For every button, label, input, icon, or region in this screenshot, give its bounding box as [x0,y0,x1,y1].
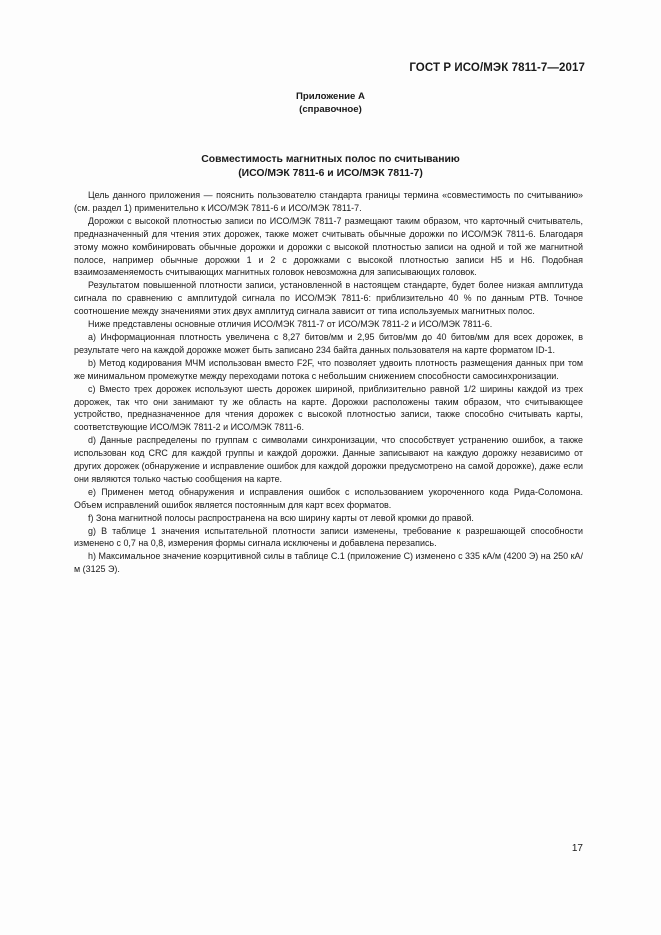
standard-code-header: ГОСТ Р ИСО/МЭК 7811-7—2017 [409,62,585,74]
list-item-h: h) Максимальное значение коэрцитивной силы в таблице С.1 (приложение С) изменено с 335 кА/м (4200 Э) на 250 кА/м (3125 Э). [74,551,583,575]
paragraph-signal-amplitude: Результатом повышенной плотности записи, установленной в настоящем стандарте, будет более низкая амплитуда сигнала по сравнению с амплитудой сигнала по ИСО/МЭК 7811-6: приблизительно 40 % по данным РТВ. Точное соотношение между значениями этих двух амплитуд сигнала зависит от типа используемых магнитных полос. [74,280,583,317]
section-title-line-2: (ИСО/МЭК 7811-6 и ИСО/МЭК 7811-7) [238,167,423,179]
section-title [0,153,661,180]
list-item-b: b) Метод кодирования МЧМ использован вместо F2F, что позволяет удвоить плотность размещения данных при том же минимальном промежутке между переходами потока с небольшим снижением способности самосинхронизации. [74,357,583,381]
list-item-e: е) Применен метод обнаружения и исправления ошибок с использованием укороченного кода Рида-Соломона. Объем исправлений ошибок является постоянным для карт всех форматов. [74,486,583,510]
paragraph-purpose: Цель данного приложения — пояснить пользователю стандарта границы термина «совместимость по считыванию» (см. раздел 1) применительно к ИСО/МЭК 7811-6 и ИСО/МЭК 7811-7. [74,190,583,213]
list-item-c: с) Вместо трех дорожек используют шесть дорожек шириной, приблизительно равной 1/2 ширины каждой из трех дорожек, так что они занимают ту же область на карте. Дорожки расположены таким образом, что считывающее устройство, предназначенное для чтения дорожек с высокой плотностью записи, также способно считывать карты, соответствующие ИСО/МЭК 7811-2 и ИСО/МЭК 7811-6. [74,383,583,433]
paragraph-track-layout: Дорожки с высокой плотностью записи по ИСО/МЭК 7811-7 размещают таким образом, что карточный считыватель, предназначенный для чтения этих дорожек, также может считывать обычные дорожки по ИСО/МЭК 7811-6. Благодаря этому можно комбинировать обычные дорожки и дорожки с высокой плотностью записи на одной и той же магнитной полосе, например обычные дорожки 1 и 2 с дорожками с высокой плотностью записи Н5 и Н6. Подобная взаимозаменяемость считывающих магнитных головок невозможна для записывающих головок. [74,215,583,278]
section-title-line-1: Совместимость магнитных полос по считыванию [201,154,460,165]
annex-type: (справочное) [299,104,362,115]
list-item-d: d) Данные распределены по группам с символами синхронизации, что способствует устранению ошибок, а также использован код CRC для каждой группы и каждой дорожки. Данные записывают на каждую дорожку независимо от других дорожек (обнаружение и исправление ошибок для каждой дорожки предусмотрено на самой дорожке), даже если они являются только частью сообщения на карте. [74,435,583,484]
annex-label: Приложение А [296,91,365,102]
list-item-a: а) Информационная плотность увеличена с 8,27 битов/мм и 2,95 битов/мм до 40 битов/мм для всех дорожек, в результате чего на каждой дорожке может быть записано 234 байта данных пользователя на карте форматом ID-1. [74,331,583,355]
body-text [74,189,583,576]
annex-heading [0,90,661,116]
page-number: 17 [571,843,583,854]
list-item-f: f) Зона магнитной полосы распространена на всю ширину карты от левой кромки до правой. [88,512,474,523]
paragraph-differences-intro: Ниже представлены основные отличия ИСО/МЭК 7811-7 от ИСО/МЭК 7811-2 и ИСО/МЭК 7811-6. [88,319,493,330]
list-item-g: g) В таблице 1 значения испытательной плотности записи изменены, требование к разрешающей способности изменено с 0,7 на 0,8, измерения формы сигнала исключены и добавлена перезапись. [74,525,583,549]
